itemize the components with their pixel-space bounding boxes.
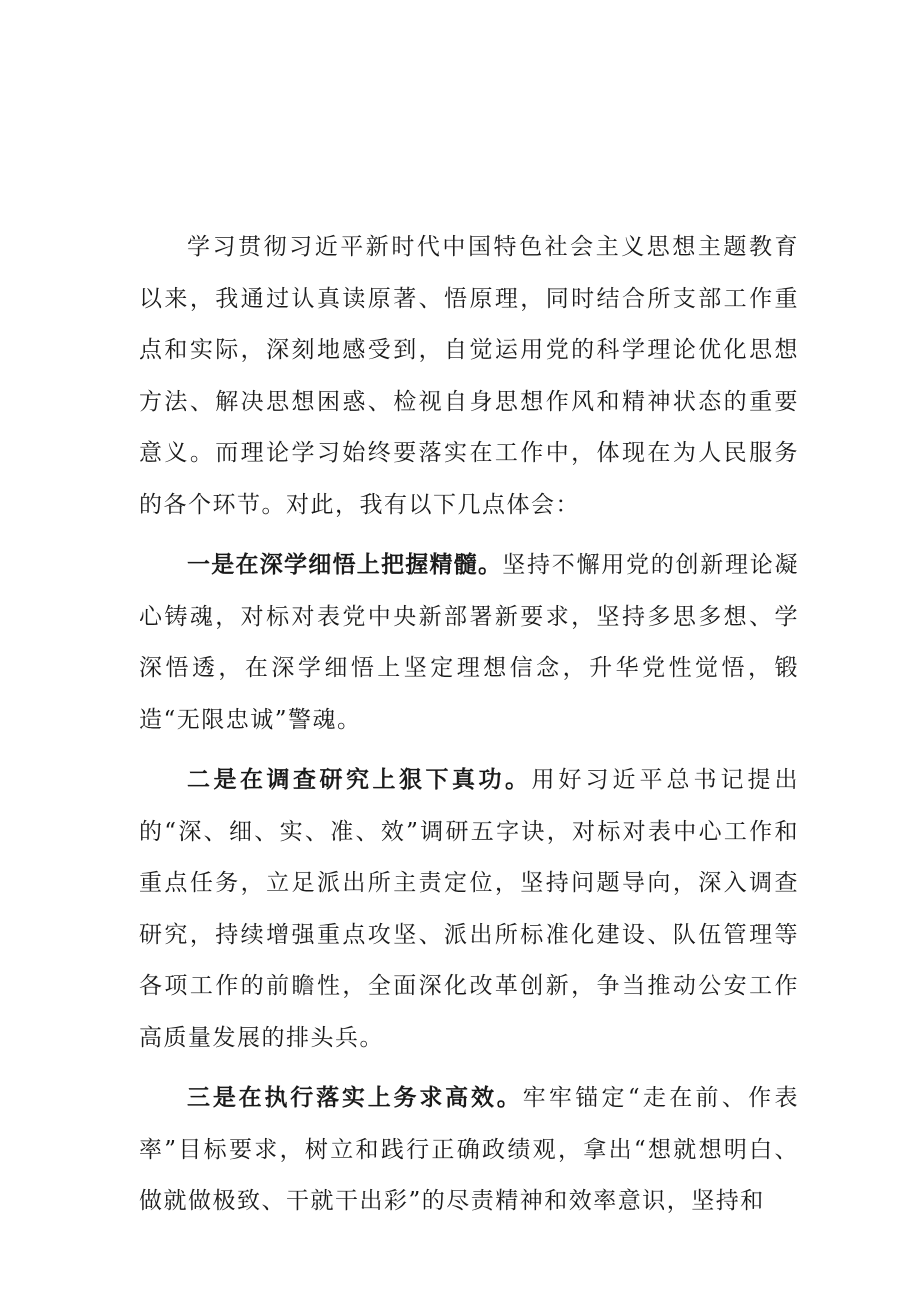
- paragraph-point-one: [139, 540, 799, 746]
- paragraph-text: 牢牢锚定“走在前、作表率”目标要求，树立和践行正确政绩观，拿出“想就想明白、做就做极致、干就干出彩”的尽责精神和效率意识，坚持和: [139, 1085, 799, 1214]
- paragraph-lead-heading: 二是在调查研究上狠下真功。: [187, 767, 532, 793]
- paragraph-text: 学习贯彻习近平新时代中国特色社会主义思想主题教育以来，我通过认真读原著、悟原理，同时结合所支部工作重点和实际，深刻地感受到，自觉运用党的科学理论优化思想方法、解决思想困惑、检视自身思想作风和精神状态的重要意义。而理论学习始终要落实在工作中，体现在为人民服务的各个环节。对此，我有以下几点体会：: [139, 234, 799, 518]
- paragraph-lead-heading: 一是在深学细悟上把握精髓。: [187, 552, 503, 578]
- paragraph-lead-heading: 三是在执行落实上务求高效。: [187, 1085, 523, 1111]
- paragraph-text: 坚持不懈用党的创新理论凝心铸魂，对标对表党中央新部署新要求，坚持多思多想、学深悟透，在深学细悟上坚定理想信念，升华党性觉悟，锻造“无限忠诚”警魂。: [139, 552, 799, 733]
- paragraph-point-three: [139, 1073, 799, 1228]
- paragraph-intro: [139, 222, 799, 531]
- paragraph-text: 用好习近平总书记提出的“深、细、实、准、效”调研五字诀，对标对表中心工作和重点任务，立足派出所主责定位，坚持问题导向，深入调查研究，持续增强重点攻坚、派出所标准化建设、队伍管理等各项工作的前瞻性，全面深化改革创新，争当推动公安工作高质量发展的排头兵。: [139, 767, 799, 1051]
- paragraph-point-two: [139, 755, 799, 1064]
- document-body: [139, 222, 799, 1228]
